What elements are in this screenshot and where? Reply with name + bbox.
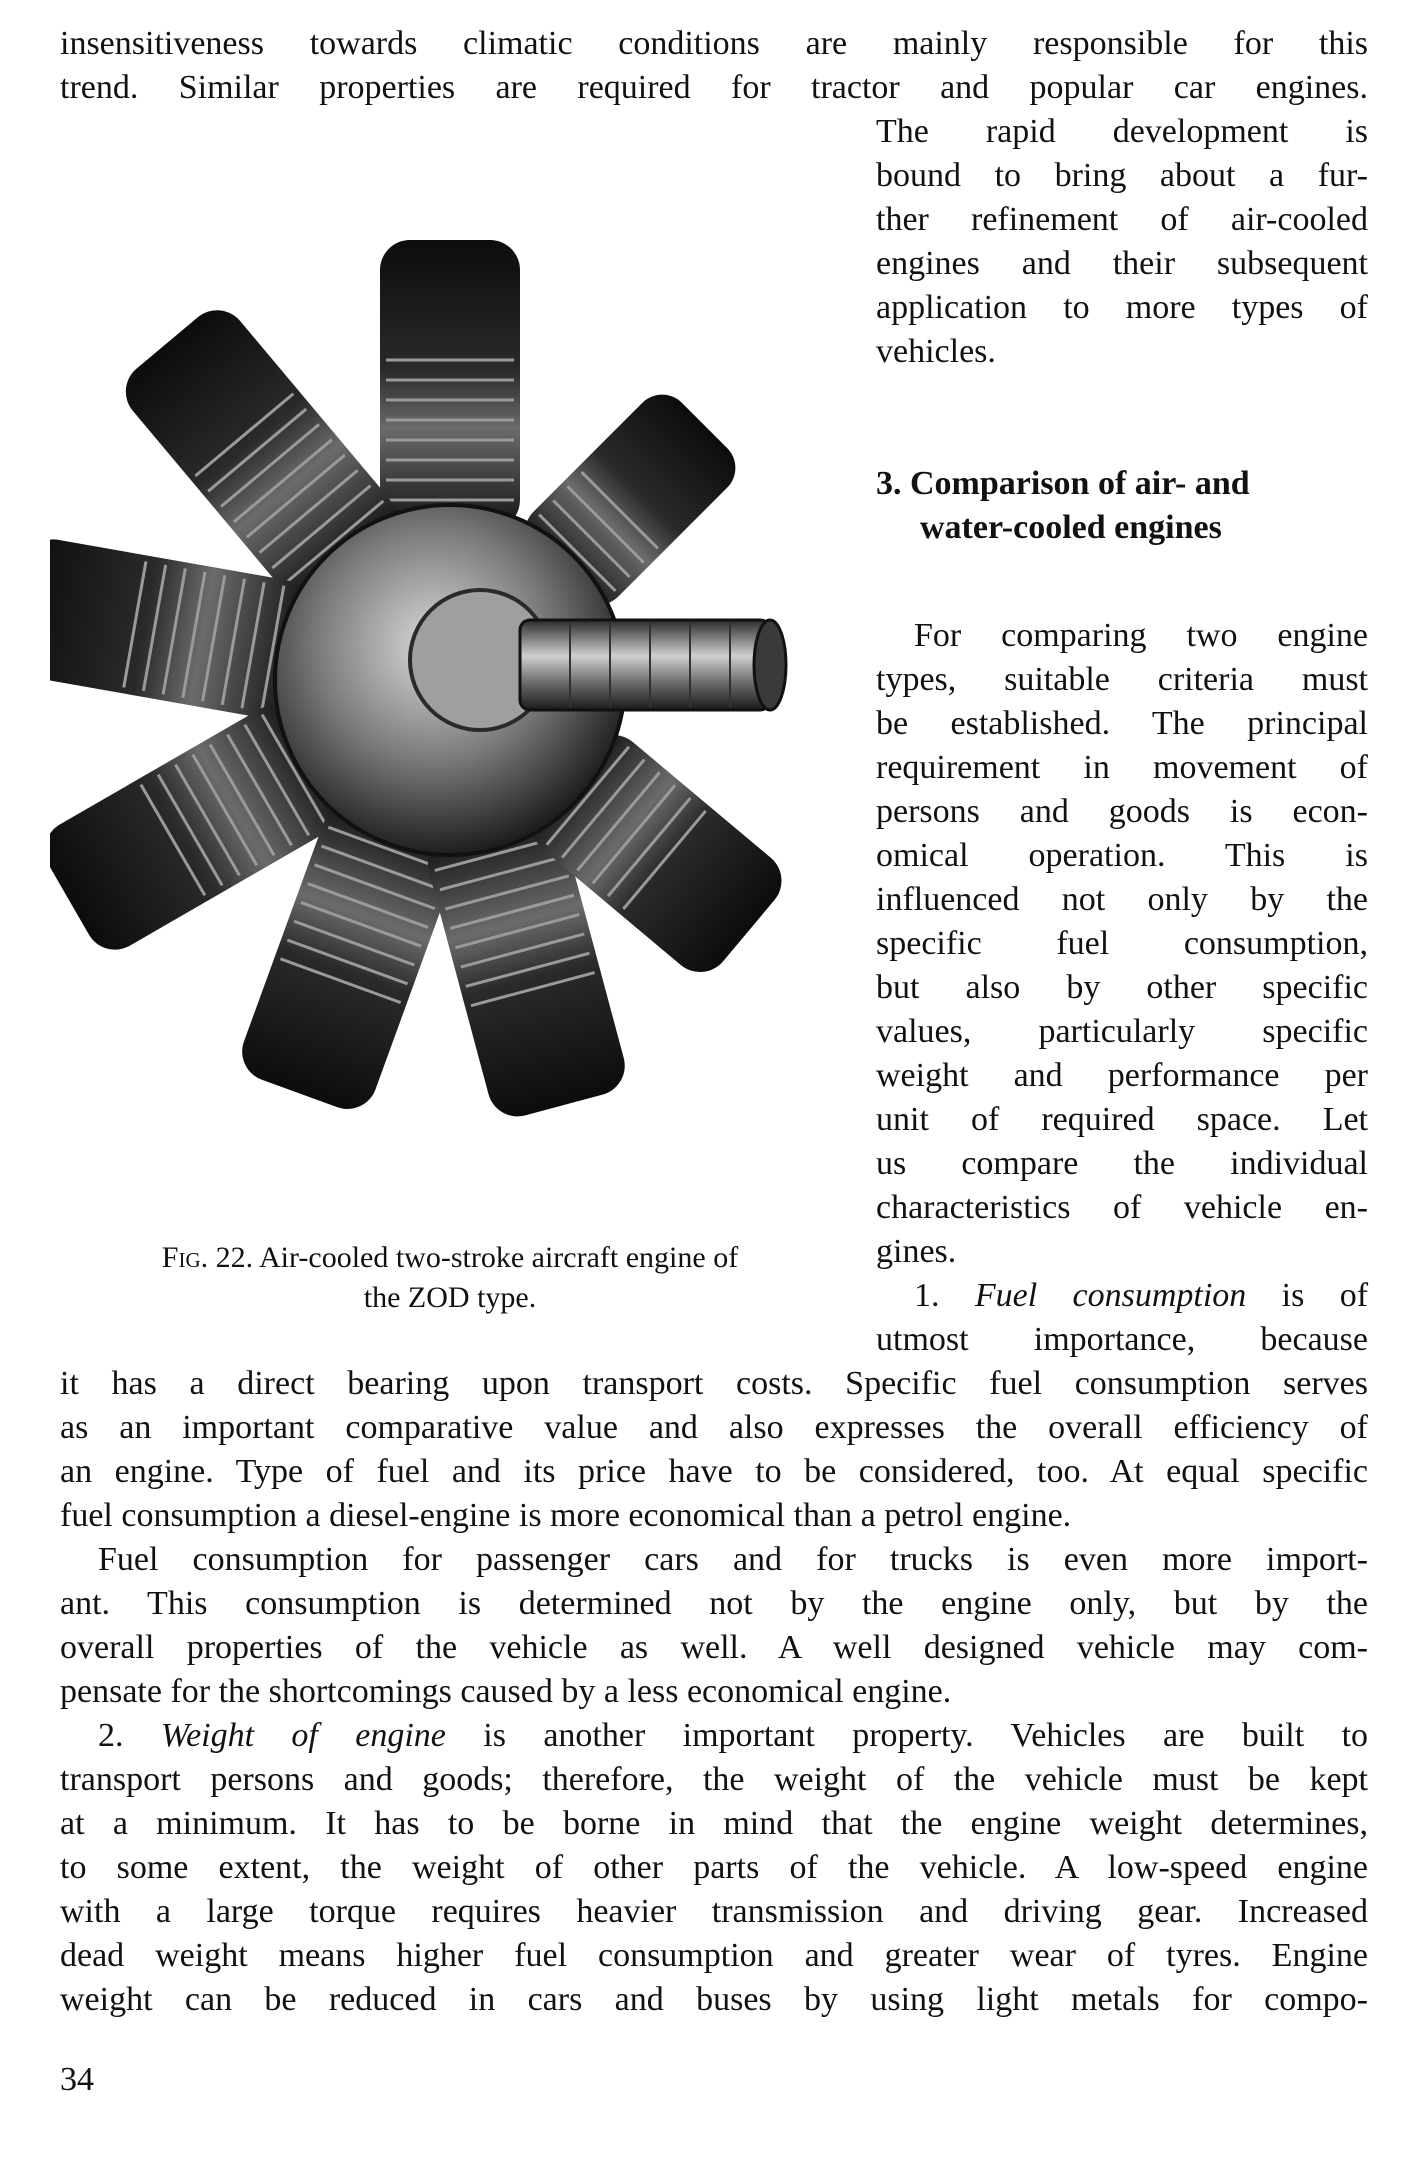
section-heading xyxy=(876,462,1368,550)
body-line: omical operation. This is xyxy=(876,837,1368,874)
body-line: at a minimum. It has to be borne in mind that the engine weight determines, xyxy=(60,1805,1368,1842)
body-line: gines. xyxy=(876,1233,957,1270)
body-line: values, particularly specific xyxy=(876,1013,1368,1050)
body-line: For comparing two engine xyxy=(914,617,1368,654)
body-line: unit of required space. Let xyxy=(876,1101,1368,1138)
body-line: but also by other specific xyxy=(876,969,1368,1006)
body-line: specific fuel consumption, xyxy=(876,925,1368,962)
body-line: weight can be reduced in cars and buses by using light metals for compo- xyxy=(60,1981,1368,2018)
body-line: pensate for the shortcomings caused by a less economical engine. xyxy=(60,1673,952,1710)
body-line: be established. The principal xyxy=(876,705,1368,742)
propeller-shaft xyxy=(520,620,786,710)
item-number: 2. xyxy=(98,1717,124,1754)
body-line: engines and their subsequent xyxy=(876,245,1368,282)
body-line: Fuel consumption for passenger cars and for trucks is even more import- xyxy=(98,1541,1368,1578)
figure-label: Fig. 22. xyxy=(161,1241,254,1274)
body-line: us compare the individual xyxy=(876,1145,1368,1182)
body-line: ant. This consumption is determined not by the engine only, but by the xyxy=(60,1585,1368,1622)
body-line: as an important comparative value and also expresses the overall efficiency of xyxy=(60,1409,1368,1446)
item-text: is of xyxy=(1281,1277,1369,1314)
figure-caption-line2: the ZOD type. xyxy=(363,1281,537,1314)
section-heading-line2: water-cooled engines xyxy=(920,509,1222,546)
body-line: ther refinement of air-cooled xyxy=(876,201,1368,238)
body-line: an engine. Type of fuel and its price have to be considered, too. At equal specific xyxy=(60,1453,1368,1490)
item-number: 1. xyxy=(914,1277,940,1314)
body-line: to some extent, the weight of other parts of the vehicle. A low-speed engine xyxy=(60,1849,1368,1886)
figure-caption xyxy=(60,1238,840,1318)
body-line: dead weight means higher fuel consumption and greater wear of tyres. Engine xyxy=(60,1937,1368,1974)
body-line: The rapid development is xyxy=(876,113,1368,150)
body-line: weight and performance per xyxy=(876,1057,1368,1094)
body-line: it has a direct bearing upon transport costs. Specific fuel consumption serves xyxy=(60,1365,1368,1402)
body-line: influenced not only by the xyxy=(876,881,1368,918)
figure-caption-line1: Air-cooled two-stroke aircraft engine of xyxy=(259,1241,739,1274)
body-line: insensitiveness towards climatic conditions are mainly responsible for this xyxy=(60,25,1368,62)
body-line: bound to bring about a fur- xyxy=(876,157,1368,194)
body-line: transport persons and goods; therefore, the weight of the vehicle must be kept xyxy=(60,1761,1368,1798)
item-text: is another important property. Vehicles are built to xyxy=(483,1717,1369,1754)
fuel-consumption-item xyxy=(914,1274,1368,1318)
body-line: application to more types of xyxy=(876,289,1368,326)
body-line: utmost importance, because xyxy=(876,1321,1368,1358)
body-line: trend. Similar properties are required for tractor and popular car engines. xyxy=(60,69,1368,106)
page-number: 34 xyxy=(60,2061,94,2098)
body-line: fuel consumption a diesel-engine is more economical than a petrol engine. xyxy=(60,1497,1072,1534)
body-line: persons and goods is econ- xyxy=(876,793,1368,830)
body-line: overall properties of the vehicle as well. A well designed vehicle may com- xyxy=(60,1629,1368,1666)
item-term: Weight of engine xyxy=(160,1717,446,1754)
weight-of-engine-item xyxy=(98,1714,1368,1758)
body-line: characteristics of vehicle en- xyxy=(876,1189,1368,1226)
body-line: vehicles. xyxy=(876,333,996,370)
section-heading-line1: 3. Comparison of air- and xyxy=(876,465,1250,502)
body-line: with a large torque requires heavier transmission and driving gear. Increased xyxy=(60,1893,1368,1930)
engine-illustration xyxy=(50,190,840,1240)
item-term: Fuel consumption xyxy=(974,1277,1247,1314)
body-line: requirement in movement of xyxy=(876,749,1368,786)
body-line: types, suitable criteria must xyxy=(876,661,1368,698)
